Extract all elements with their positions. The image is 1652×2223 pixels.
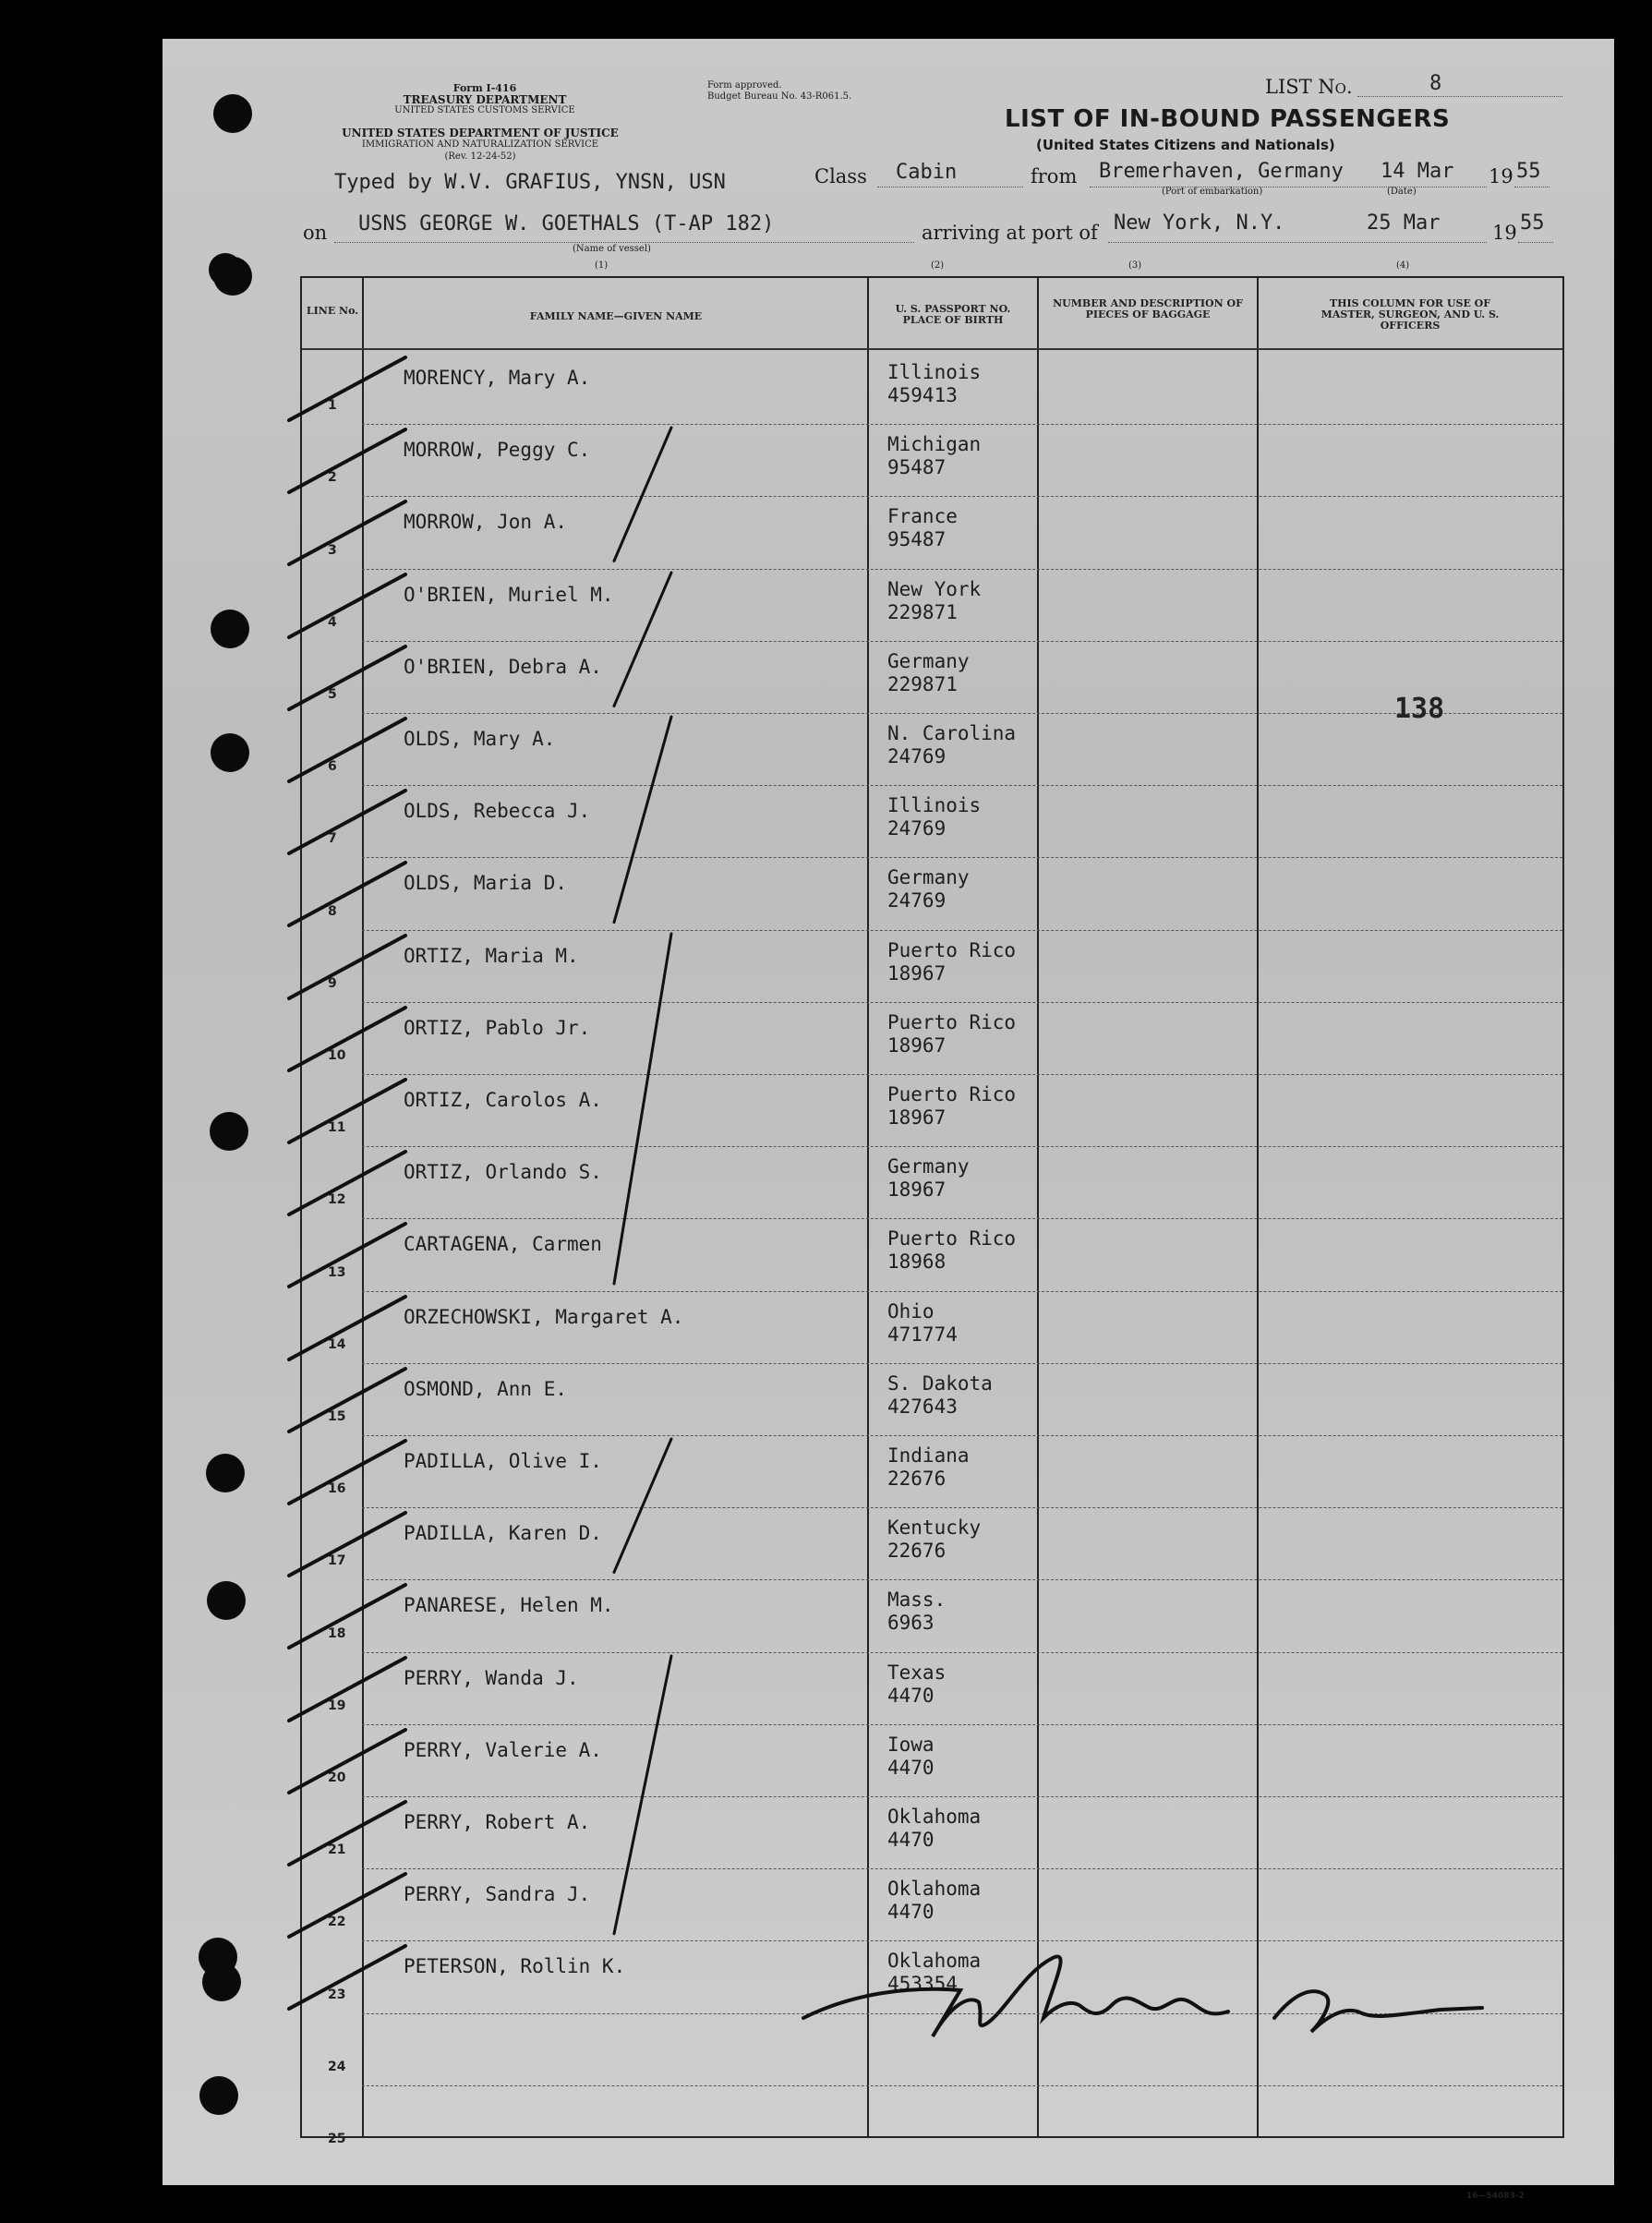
passenger-table [300,276,1564,2146]
place-of-birth: Mass. [887,1589,947,1612]
line-number: 18 [328,1625,346,1641]
table-row [302,1218,1562,1290]
passport-number: 18967 [887,1106,947,1129]
table-row [302,1363,1562,1435]
line-number: 7 [328,831,337,847]
vessel-name: USNS GEORGE W. GOETHALS (T-AP 182) [358,212,775,236]
place-of-birth: Ohio [887,1299,935,1323]
line-number: 5 [328,686,337,702]
punch-hole [211,733,249,772]
table-row [302,857,1562,929]
punch-hole [202,1963,241,2001]
table-row [302,2085,1562,2157]
header-passport: U. S. PASSPORT NO. PLACE OF BIRTH [895,303,1011,326]
table-row [302,496,1562,568]
place-of-birth: Puerto Rico [887,1227,1017,1250]
arrival-year: 55 [1520,211,1545,235]
line-number: 10 [328,1047,346,1063]
arrival-port: New York, N.Y. [1114,211,1285,235]
passport-number: 4470 [887,1756,935,1779]
place-of-birth: New York [887,577,982,600]
line-number: 1 [328,398,337,414]
line-number: 3 [328,542,337,558]
passenger-name: MORENCY, Mary A. [404,367,591,389]
passport-number: 95487 [887,528,947,551]
check-mark [285,1069,415,1152]
check-mark [285,418,415,501]
passport-number: 4470 [887,1684,935,1707]
treasury-department: TREASURY DEPARTMENT [403,93,567,106]
place-of-birth: Iowa [887,1733,935,1756]
passport-number: 471774 [887,1323,958,1346]
passenger-name: ORTIZ, Carolos A. [404,1089,602,1111]
place-of-birth: Germany [887,1155,970,1178]
check-mark [285,1430,415,1513]
place-of-birth: Indiana [887,1444,970,1467]
passenger-name: O'BRIEN, Muriel M. [404,583,614,606]
on-label: on [303,222,328,244]
check-mark [285,1935,415,2018]
line-number: 4 [328,614,337,630]
passenger-name: PADILLA, Olive I. [404,1450,602,1472]
check-mark [285,563,415,646]
check-mark [285,635,415,719]
embark-year: 55 [1516,160,1541,183]
line-number: 9 [328,975,337,991]
line-number: 2 [328,470,337,486]
customs-service: UNITED STATES CUSTOMS SERVICE [394,105,575,115]
check-mark [285,1141,415,1224]
embark-date: 14 Mar [1381,160,1454,183]
column-number-4: (4) [1396,260,1410,271]
table-row [302,1435,1562,1507]
passenger-name: PADILLA, Karen D. [404,1522,602,1545]
place-of-birth: Puerto Rico [887,1010,1017,1033]
check-mark [285,779,415,863]
table-row [302,569,1562,641]
table-row [302,1074,1562,1146]
place-of-birth: Oklahoma [887,1878,982,1901]
class-value: Cabin [896,161,958,184]
table-row [302,1002,1562,1074]
list-number: 8 [1429,72,1442,95]
line-number: 19 [328,1697,346,1713]
passenger-name: ORTIZ, Maria M. [404,944,579,967]
line-number: 8 [328,903,337,919]
passport-number: 22676 [887,1468,947,1490]
form-number: Form I-416 [452,82,517,94]
check-mark [285,1286,415,1369]
passport-number: 18967 [887,1178,947,1202]
passenger-name: ORZECHOWSKI, Margaret A. [404,1305,684,1328]
signature-mark [794,1930,1496,2060]
list-subtitle: (United States Citizens and Nationals) [1036,137,1335,153]
table-row [302,1507,1562,1579]
check-mark [285,1647,415,1730]
line-number: 25 [328,2131,346,2146]
table-row [302,1579,1562,1651]
line-number: 20 [328,1770,346,1785]
passport-number: 459413 [887,384,958,406]
passenger-name: OSMOND, Ann E. [404,1377,568,1400]
table-row [302,424,1562,496]
passenger-name: CARTAGENA, Carmen [404,1233,602,1256]
table-row [302,713,1562,785]
line-number: 15 [328,1408,346,1424]
passenger-name: PERRY, Valerie A. [404,1738,602,1761]
table-row [302,1724,1562,1796]
place-of-birth: Puerto Rico [887,938,1017,961]
line-number: 17 [328,1553,346,1569]
punch-hole [206,1454,245,1492]
group-tick-mark [607,930,681,1291]
passport-number: 229871 [887,672,958,695]
passport-number: 24769 [887,745,947,767]
place-of-birth: Puerto Rico [887,1083,1017,1105]
line-number: 14 [328,1336,346,1352]
line-number: 16 [328,1481,346,1497]
check-mark [285,1863,415,1946]
line-number: 6 [328,759,337,775]
column-number-3: (3) [1128,260,1142,271]
line-number: 23 [328,1987,346,2002]
table-row [302,1291,1562,1363]
punch-hole [209,253,242,286]
group-tick-mark [607,713,681,930]
table-row [302,930,1562,1002]
passenger-name: MORROW, Jon A. [404,511,568,534]
passenger-name: OLDS, Mary A. [404,728,556,750]
passport-number: 453354 [887,1973,958,1996]
port-caption: (Port of embarkation) [1162,187,1263,197]
place-of-birth: Kentucky [887,1516,982,1540]
line-number: 12 [328,1192,346,1208]
passport-number: 4470 [887,1829,935,1851]
passport-number: 18967 [887,961,947,985]
check-mark [285,1213,415,1296]
place-of-birth: N. Carolina [887,722,1017,744]
passport-number: 22676 [887,1540,947,1563]
passenger-name: OLDS, Maria D. [404,872,568,895]
date-caption: (Date) [1387,187,1417,197]
passenger-name: PERRY, Sandra J. [404,1883,591,1906]
punch-hole [199,2076,238,2115]
column-number-1: (1) [595,260,609,271]
check-mark [285,1791,415,1874]
group-tick-mark [607,1435,681,1579]
table-row [302,1796,1562,1868]
line-number: 13 [328,1264,346,1280]
passenger-name: OLDS, Rebecca J. [404,800,591,823]
passenger-name: ORTIZ, Pablo Jr. [404,1016,591,1039]
arrival-date: 25 Mar [1367,211,1441,235]
table-row [302,785,1562,857]
check-mark [285,924,415,1008]
line-number: 21 [328,1842,346,1858]
list-title: LIST OF IN-BOUND PASSENGERS [1005,105,1451,133]
punch-hole [213,94,252,133]
passport-number: 229871 [887,600,958,623]
passenger-name: PANARESE, Helen M. [404,1594,614,1617]
from-label: from [1031,165,1078,187]
check-mark [285,1358,415,1441]
budget-bureau: Budget Bureau No. 43-R061.5. [707,91,852,102]
revision-date: (Rev. 12-24-52) [444,151,516,162]
check-mark [285,1574,415,1657]
place-of-birth: France [887,505,958,528]
check-mark [285,707,415,791]
group-tick-mark [607,1652,681,1941]
group-tick-mark [607,424,681,568]
check-mark [285,490,415,574]
check-mark [285,346,415,429]
table-row [302,352,1562,424]
port-of-embarkation: Bremerhaven, Germany [1099,160,1344,183]
check-mark [285,1719,415,1802]
passport-number: 6963 [887,1612,935,1635]
passport-number: 18967 [887,1033,947,1057]
passenger-name: PERRY, Wanda J. [404,1666,579,1689]
table-row [302,641,1562,713]
table-row [302,1652,1562,1724]
line-number: 22 [328,1915,346,1930]
justice-department: UNITED STATES DEPARTMENT OF JUSTICE [342,127,619,139]
place-of-birth: Michigan [887,433,982,456]
place-of-birth: Germany [887,649,970,672]
passport-number: 18968 [887,1250,947,1274]
year-prefix: 19 [1489,165,1513,187]
passenger-name: MORROW, Peggy C. [404,439,591,462]
year-prefix-2: 19 [1492,222,1517,244]
place-of-birth: Texas [887,1661,947,1684]
place-of-birth: Illinois [887,794,982,817]
stamp-number: 138 [1394,693,1445,725]
place-of-birth: Germany [887,866,970,889]
arriving-label: arriving at port of [922,222,1098,244]
header-baggage: NUMBER AND DESCRIPTION OF PIECES OF BAGGAGE [1053,297,1243,320]
place-of-birth: Oklahoma [887,1806,982,1828]
line-number: 24 [328,2059,346,2074]
punch-hole [207,1581,246,1620]
punch-hole [211,610,249,648]
check-mark [285,1502,415,1585]
place-of-birth: Illinois [887,361,982,383]
check-mark [285,997,415,1080]
line-number: 11 [328,1120,346,1136]
passenger-name: O'BRIEN, Debra A. [404,655,602,678]
passport-number: 95487 [887,456,947,479]
place-of-birth: S. Dakota [887,1371,993,1395]
place-of-birth: Oklahoma [887,1950,982,1973]
punch-hole [210,1112,248,1151]
column-number-2: (2) [931,260,945,271]
header-officers: THIS COLUMN FOR USE OF MASTER, SURGEON, AND U. S. OFFICERS [1320,297,1500,332]
vessel-caption: (Name of vessel) [573,244,651,254]
passport-number: 24769 [887,889,947,912]
header-line-no: LINE No. [306,305,359,317]
typed-by: Typed by W.V. GRAFIUS, YNSN, USN [334,171,726,194]
passenger-name: PETERSON, Rollin K. [404,1955,626,1978]
group-tick-mark [607,569,681,713]
list-label: LIST No. [1265,76,1353,98]
passenger-name: ORTIZ, Orlando S. [404,1161,602,1184]
passenger-name: PERRY, Robert A. [404,1811,591,1833]
header-family-name: FAMILY NAME—GIVEN NAME [529,310,703,322]
table-row [302,1146,1562,1218]
footer-code: 16—54083-2 [1466,2192,1525,2201]
immigration-service: IMMIGRATION AND NATURALIZATION SERVICE [361,139,599,150]
passport-number: 24769 [887,817,947,840]
form-approved: Form approved. [707,80,782,91]
class-label: Class [814,165,867,187]
check-mark [285,852,415,935]
passport-number: 4470 [887,1901,935,1924]
passport-number: 427643 [887,1395,958,1418]
